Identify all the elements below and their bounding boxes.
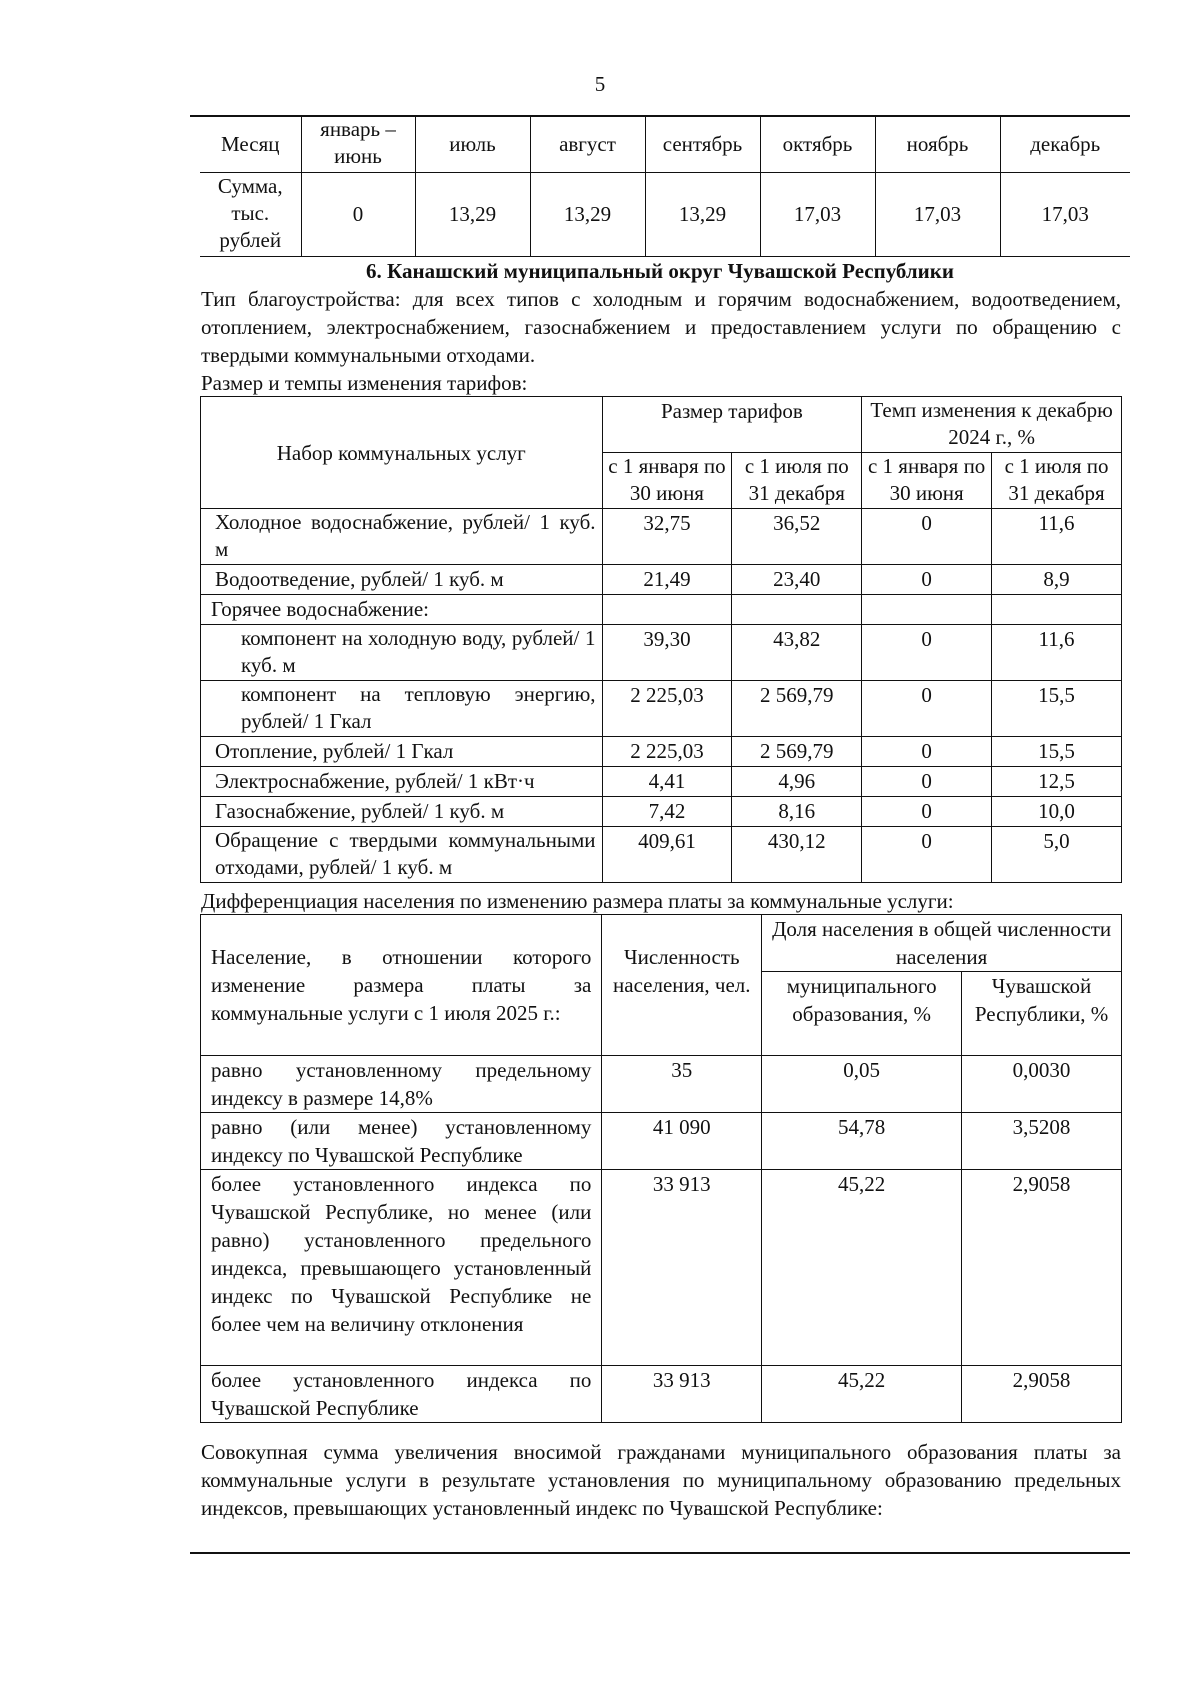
- tariff-row-v3: 0: [862, 625, 992, 681]
- month-col-3: сентябрь: [645, 116, 760, 172]
- sum-value-5: 17,03: [875, 172, 1000, 256]
- population-header-label: Население, в отношении которого изменение размера платы за коммунальные услуги с 1 июля 2025 г.:: [201, 915, 602, 1056]
- tariff-row-v1: 7,42: [602, 797, 732, 827]
- tariff-row-v3: 0: [862, 681, 992, 737]
- population-row-label: более установленного индекса по Чувашской Республике: [201, 1366, 602, 1423]
- population-row-count: 35: [602, 1056, 762, 1113]
- tariff-row-v4: 8,9: [992, 565, 1122, 595]
- tariff-header-sub1: с 1 января по 30 июня: [602, 453, 732, 509]
- tariff-row-v4: 11,6: [992, 625, 1122, 681]
- tariff-caption: Размер и темпы изменения тарифов:: [201, 371, 528, 395]
- tariff-row-v1: 2 225,03: [602, 681, 732, 737]
- sum-value-3: 13,29: [645, 172, 760, 256]
- sum-value-6: 17,03: [1000, 172, 1130, 256]
- bottom-rule: [190, 1552, 1130, 1554]
- tariff-row-v3: 0: [862, 827, 992, 883]
- population-header-count: Численность населения, чел.: [602, 915, 762, 1056]
- tariff-row-v4: 5,0: [992, 827, 1122, 883]
- tariff-header-size: Размер тарифов: [602, 397, 862, 453]
- tariff-row-v2: 2 569,79: [732, 681, 862, 737]
- population-row-republic: 3,5208: [962, 1113, 1122, 1170]
- population-row-municipal: 54,78: [762, 1113, 962, 1170]
- tariff-row-v4: 15,5: [992, 681, 1122, 737]
- month-row-label: Месяц: [200, 116, 301, 172]
- tariff-row-name: Обращение с твердыми коммунальными отходами, рублей/ 1 куб. м: [201, 827, 603, 883]
- tariff-row-v1: 39,30: [602, 625, 732, 681]
- sum-value-4: 17,03: [760, 172, 875, 256]
- month-col-6: декабрь: [1000, 116, 1130, 172]
- tariff-row-v4: [992, 595, 1122, 625]
- tariff-row-v1: 409,61: [602, 827, 732, 883]
- page-number: 5: [594, 72, 606, 96]
- tariff-row-v2: 2 569,79: [732, 737, 862, 767]
- tariff-row-v2: 4,96: [732, 767, 862, 797]
- tariff-row-name: Горячее водоснабжение:: [201, 595, 603, 625]
- tariff-row-v2: 36,52: [732, 509, 862, 565]
- population-header-municipal: муниципального образования, %: [762, 972, 962, 1056]
- sum-value-2: 13,29: [530, 172, 645, 256]
- tariff-row-v4: 15,5: [992, 737, 1122, 767]
- population-row-municipal: 45,22: [762, 1170, 962, 1366]
- tariff-row-v3: 0: [862, 767, 992, 797]
- tariff-row-name: Холодное водоснабжение, рублей/ 1 куб. м: [201, 509, 603, 565]
- tariff-row-v4: 11,6: [992, 509, 1122, 565]
- tariff-row-v1: 2 225,03: [602, 737, 732, 767]
- tariff-row-v2: 43,82: [732, 625, 862, 681]
- month-col-0: январь – июнь: [301, 116, 415, 172]
- tariff-row-v1: 32,75: [602, 509, 732, 565]
- tariff-row-v4: 12,5: [992, 767, 1122, 797]
- population-row-republic: 2,9058: [962, 1170, 1122, 1366]
- total-sum-paragraph: Совокупная сумма увеличения вносимой гражданами муниципального образования платы за коммунальные услуги в результате установления по муниципальному образованию предельных индексов, превышающих установленный индекс по Чувашской Республике:: [201, 1440, 1121, 1520]
- month-col-1: июль: [415, 116, 530, 172]
- sum-value-1: 13,29: [415, 172, 530, 256]
- improvement-paragraph: Тип благоустройства: для всех типов с холодным и горячим водоснабжением, водоотведением, отоплением, электроснабжением, газоснабжением и предоставлением услуги по обращению с твердыми коммунальными отходами.: [201, 287, 1121, 367]
- tariff-header-services: Набор коммунальных услуг: [201, 397, 603, 509]
- tariff-row-name: Электроснабжение, рублей/ 1 кВт·ч: [201, 767, 603, 797]
- population-row-label: более установленного индекса по Чувашской Республике, но менее (или равно) установленного предельного индекса, превышающего установленный индекс по Чувашской Республике не более чем на величину отклонения: [201, 1170, 602, 1366]
- population-header-republic: Чувашской Республики, %: [962, 972, 1122, 1056]
- tariff-row-name: Газоснабжение, рублей/ 1 куб. м: [201, 797, 603, 827]
- population-row-republic: 2,9058: [962, 1366, 1122, 1423]
- tariff-row-v3: 0: [862, 737, 992, 767]
- population-row-label: равно (или менее) установленному индексу по Чувашской Республике: [201, 1113, 602, 1170]
- population-row-label: равно установленному предельному индексу в размере 14,8%: [201, 1056, 602, 1113]
- month-col-5: ноябрь: [875, 116, 1000, 172]
- tariff-header-rate: Темп изменения к декабрю 2024 г., %: [862, 397, 1122, 453]
- population-row-municipal: 0,05: [762, 1056, 962, 1113]
- tariff-row-v3: 0: [862, 797, 992, 827]
- section-title: 6. Канашский муниципальный округ Чувашской Республики: [366, 259, 954, 283]
- tariff-row-name: компонент на холодную воду, рублей/ 1 куб. м: [201, 625, 603, 681]
- tariff-header-sub3: с 1 января по 30 июня: [862, 453, 992, 509]
- diff-caption: Дифференциация населения по изменению размера платы за коммунальные услуги:: [201, 889, 954, 913]
- month-col-2: август: [530, 116, 645, 172]
- tariff-table: [200, 396, 1122, 883]
- population-header-share: Доля населения в общей численности населения: [762, 915, 1122, 972]
- population-row-count: 33 913: [602, 1366, 762, 1423]
- population-row-municipal: 45,22: [762, 1366, 962, 1423]
- tariff-row-v1: 4,41: [602, 767, 732, 797]
- month-table: [200, 116, 1130, 257]
- tariff-row-v4: 10,0: [992, 797, 1122, 827]
- tariff-row-v3: 0: [862, 565, 992, 595]
- tariff-row-v2: 8,16: [732, 797, 862, 827]
- tariff-header-sub2: с 1 июля по 31 декабря: [732, 453, 862, 509]
- tariff-row-name: компонент на тепловую энергию, рублей/ 1 Гкал: [201, 681, 603, 737]
- tariff-row-v2: 430,12: [732, 827, 862, 883]
- sum-value-0: 0: [301, 172, 415, 256]
- population-row-count: 41 090: [602, 1113, 762, 1170]
- tariff-row-v2: [732, 595, 862, 625]
- month-col-4: октябрь: [760, 116, 875, 172]
- tariff-row-v3: [862, 595, 992, 625]
- population-table: [200, 914, 1122, 1423]
- sum-row-label: Сумма, тыс. рублей: [200, 172, 301, 256]
- tariff-header-sub4: с 1 июля по 31 декабря: [992, 453, 1122, 509]
- population-row-count: 33 913: [602, 1170, 762, 1366]
- tariff-row-v1: [602, 595, 732, 625]
- tariff-row-name: Отопление, рублей/ 1 Гкал: [201, 737, 603, 767]
- tariff-row-name: Водоотведение, рублей/ 1 куб. м: [201, 565, 603, 595]
- tariff-row-v3: 0: [862, 509, 992, 565]
- tariff-row-v2: 23,40: [732, 565, 862, 595]
- population-row-republic: 0,0030: [962, 1056, 1122, 1113]
- tariff-row-v1: 21,49: [602, 565, 732, 595]
